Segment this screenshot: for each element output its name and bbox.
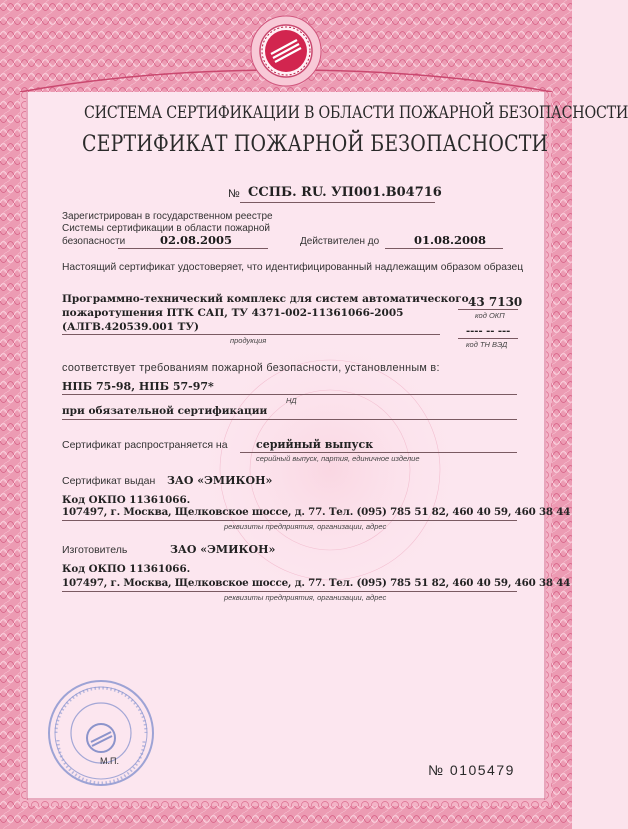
manufacturer-name: ЗАО «ЭМИКОН»: [170, 543, 276, 556]
manufacturer-okpo: Код ОКПО 11361066.: [62, 563, 191, 575]
number-sign: №: [228, 188, 240, 200]
okp-code: 43 7130: [468, 295, 523, 309]
product-line-2: пожаротушения ПТК САП, ТУ 4371-002-11361066-2005: [62, 307, 404, 319]
manufacturer-underline: [62, 591, 517, 592]
extends-label: Сертификат распространяется на: [62, 439, 228, 451]
round-stamp-icon: [46, 678, 156, 788]
product-line-1: Программно-технический комплекс для систем автоматического: [62, 293, 469, 305]
certificate-number: ССПБ. RU. УП001.В04716: [248, 185, 442, 200]
norms-underline: [62, 394, 517, 395]
issued-to-caption: реквизиты предприятия, организации, адрес: [224, 522, 387, 531]
certification-mode: при обязательной сертификации: [62, 405, 268, 417]
norms-caption: НД: [286, 396, 297, 405]
fire-safety-emblem-icon: [249, 14, 323, 88]
okp-underline: [458, 309, 518, 310]
product-caption: продукция: [230, 336, 267, 345]
registration-line-2: Системы сертификации в области пожарной: [62, 223, 271, 234]
compliance-text: соответствует требованиям пожарной безопасности, установленным в:: [62, 362, 440, 374]
issued-to-address: 107497, г. Москва, Щелковское шоссе, д. 77. Тел. (095) 785 51 82, 460 40 59, 460 38 44: [62, 506, 571, 518]
issued-to-okpo: Код ОКПО 11361066.: [62, 494, 191, 506]
manufacturer-address: 107497, г. Москва, Щелковское шоссе, д. 77. Тел. (095) 785 51 82, 460 40 59, 460 38 44: [62, 577, 571, 589]
manufacturer-caption: реквизиты предприятия, организации, адрес: [224, 593, 387, 602]
extends-value: серийный выпуск: [256, 438, 374, 451]
okp-label: код ОКП: [475, 311, 505, 320]
certificate-title: СЕРТИФИКАТ ПОЖАРНОЙ БЕЗОПАСНОСТИ: [82, 132, 549, 157]
product-line-3: (АЛГВ.420539.001 ТУ): [62, 321, 199, 333]
issued-to-underline: [62, 520, 517, 521]
valid-until-date: 01.08.2008: [414, 233, 487, 247]
issued-to-label: Сертификат выдан: [62, 475, 156, 487]
extends-caption: серийный выпуск, партия, единичное изделие: [256, 454, 420, 463]
extends-underline: [240, 452, 517, 453]
registration-line-3: безопасности: [62, 236, 126, 247]
system-title: СИСТЕМА СЕРТИФИКАЦИИ В ОБЛАСТИ ПОЖАРНОЙ БЕЗОПАСНОСТИ: [84, 103, 628, 123]
serial-number: № 0105479: [428, 762, 515, 778]
valid-until-label: Действителен до: [300, 236, 380, 247]
tnved-underline: [458, 338, 518, 339]
tnved-code: ---- -- ---: [466, 326, 511, 337]
valid-date-underline: [385, 248, 503, 249]
manufacturer-label: Изготовитель: [62, 544, 128, 556]
registration-date-underline: [118, 248, 268, 249]
issued-to-name: ЗАО «ЭМИКОН»: [167, 474, 273, 487]
mode-underline: [62, 419, 517, 420]
registration-line-1: Зарегистрирован в государственном реестре: [62, 211, 273, 222]
number-underline: [240, 202, 435, 203]
tnved-label: код ТН ВЭД: [466, 340, 508, 349]
seal-label: М.П.: [100, 756, 119, 766]
intro-statement: Настоящий сертификат удостоверяет, что идентифицированный надлежащим образом образец: [62, 262, 524, 273]
compliance-norms: НПБ 75-98, НПБ 57-97*: [62, 380, 214, 393]
registration-date: 02.08.2005: [160, 233, 233, 247]
product-underline: [62, 334, 440, 335]
